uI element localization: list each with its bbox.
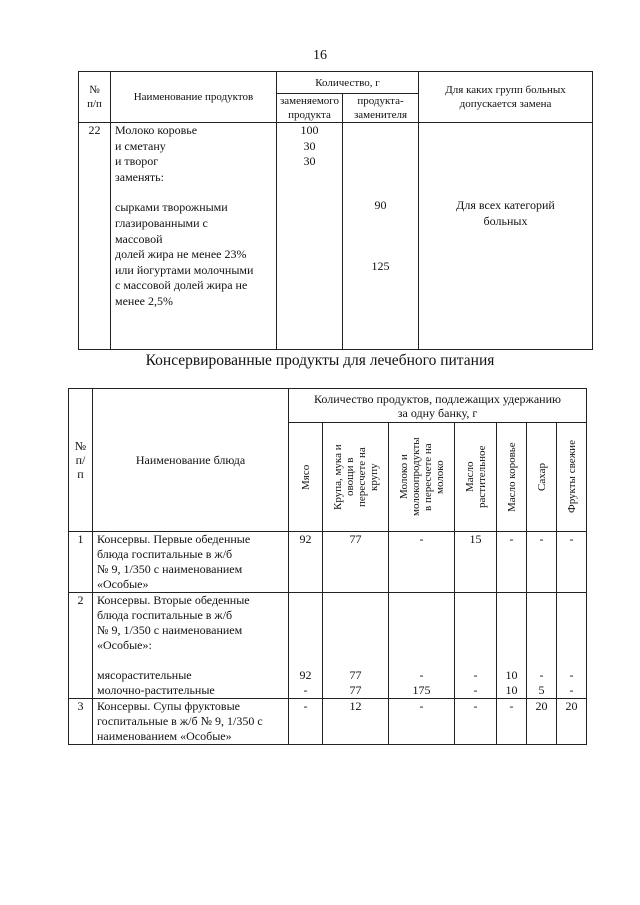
dish-name-cell: [93, 532, 289, 593]
header-replaced-product: заменяемого продукта: [277, 94, 343, 123]
text-line: [343, 153, 418, 168]
text-line: 175: [412, 683, 431, 697]
text-line: [419, 138, 592, 153]
text-line: [343, 123, 418, 138]
text-line: [419, 274, 592, 289]
text-line: [343, 274, 418, 289]
text-line: [557, 608, 586, 623]
text-line: [497, 638, 526, 653]
row-number: 2: [69, 593, 93, 699]
replaced-amount-cell: [277, 123, 343, 350]
text-line: [389, 593, 454, 608]
text-line: мясорастительные: [97, 668, 192, 682]
text-line: 15: [469, 532, 482, 546]
fresh-fruit-value-cell: [557, 699, 587, 745]
row-number: 1: [69, 532, 93, 593]
text-line: -: [569, 683, 574, 697]
substitution-table: [78, 71, 593, 350]
text-line: [419, 259, 592, 274]
text-line: сырками творожными: [115, 200, 228, 215]
text-line: [277, 275, 342, 290]
cereal-flour-vegetables-value-cell: [323, 593, 389, 699]
text-line: Молоко коровье: [115, 123, 198, 137]
text-line: [289, 638, 322, 653]
sugar-value-cell: [527, 699, 557, 745]
text-line: 20: [565, 699, 578, 713]
text-line: 92: [299, 532, 312, 546]
text-line: массовой: [115, 231, 163, 246]
sugar-value-cell: [527, 593, 557, 699]
butter-value-cell: [497, 593, 527, 699]
product-name-cell: [111, 123, 277, 350]
text-line: [419, 244, 592, 259]
text-line: -: [473, 699, 478, 713]
text-line: [343, 244, 418, 259]
text-line: «Особые»:: [97, 638, 152, 652]
text-line: [419, 229, 592, 244]
text-line: -: [539, 668, 544, 682]
text-line: [497, 653, 526, 668]
text-line: [323, 593, 388, 608]
text-line: 125: [371, 258, 390, 273]
text-line: [557, 593, 586, 608]
header-sugar: Сахар: [527, 423, 557, 532]
text-line: [527, 593, 556, 608]
text-line: [277, 290, 342, 305]
text-line: [323, 638, 388, 653]
header-butter: Масло коровье: [497, 423, 527, 532]
canned-products-table: [68, 388, 587, 745]
text-line: [497, 623, 526, 638]
row-number: 22: [79, 123, 111, 350]
text-line: [389, 623, 454, 638]
text-line: долей жира не менее 23%: [115, 247, 247, 262]
text-line: -: [419, 699, 424, 713]
vegetable-oil-value-cell: [455, 699, 497, 745]
text-line: молочно-растительные: [97, 683, 215, 697]
replacement-amount-cell: [343, 123, 419, 350]
text-line: Консервы. Вторые обеденные: [97, 593, 250, 607]
text-line: [277, 215, 342, 230]
text-line: [419, 123, 592, 138]
header-cereal-flour-vegetables: Крупа, мука и овощи в пересчете на крупу: [323, 423, 389, 532]
text-line: -: [303, 683, 308, 697]
sugar-value-cell: [527, 532, 557, 593]
milk-products-value-cell: [389, 593, 455, 699]
header-replacement-product: продукта- заменителя: [343, 94, 419, 123]
text-line: [277, 200, 342, 215]
text-line: -: [303, 699, 308, 713]
text-line: [419, 183, 592, 198]
text-line: и творог: [115, 154, 159, 169]
text-line: [419, 153, 592, 168]
text-line: [419, 289, 592, 304]
text-line: [389, 638, 454, 653]
section-heading: Консервированные продукты для лечебного питания: [145, 352, 495, 369]
text-line: госпитальные в ж/б № 9, 1/350 с: [97, 714, 263, 728]
header-num: № п/ п: [69, 389, 93, 532]
text-line: [323, 608, 388, 623]
text-line: [289, 653, 322, 668]
row-number: 3: [69, 699, 93, 745]
butter-value-cell: [497, 532, 527, 593]
text-line: [289, 593, 322, 608]
text-line: [497, 593, 526, 608]
header-vegetable-oil: Масло растительное: [455, 423, 497, 532]
meat-value-cell: [289, 532, 323, 593]
text-line: -: [569, 532, 574, 546]
text-line: заменять:: [115, 169, 164, 184]
text-line: [289, 623, 322, 638]
text-line: [527, 608, 556, 623]
fresh-fruit-value-cell: [557, 593, 587, 699]
text-line: с массовой долей жира не: [115, 278, 248, 293]
text-line: -: [473, 683, 478, 697]
table-row: [79, 123, 593, 350]
text-line: [557, 638, 586, 653]
text-line: Консервы. Супы фруктовые: [97, 699, 240, 713]
text-line: 10: [505, 668, 518, 682]
text-line: Для всех категорий: [456, 198, 555, 212]
text-line: [277, 245, 342, 260]
table-row: [69, 593, 587, 699]
text-line: [557, 653, 586, 668]
header-meat: Мясо: [289, 423, 323, 532]
header-quantity: Количество, г: [277, 72, 419, 94]
text-line: 77: [349, 532, 362, 546]
text-line: [289, 608, 322, 623]
header-num: № п/п: [79, 72, 111, 123]
text-line: [277, 170, 342, 185]
header-patient-groups: Для каких групп больных допускается замена: [419, 72, 593, 123]
cereal-flour-vegetables-value-cell: [323, 532, 389, 593]
text-line: 10: [505, 683, 518, 697]
text-line: [455, 608, 496, 623]
table-row: [69, 532, 587, 593]
text-line: 20: [535, 699, 548, 713]
dish-name-cell: [93, 699, 289, 745]
text-line: -: [569, 668, 574, 682]
text-line: или йогуртами молочными: [115, 262, 254, 277]
meat-value-cell: [289, 593, 323, 699]
dish-name-cell: [93, 593, 289, 699]
text-line: [527, 653, 556, 668]
text-line: наименованием «Особые»: [97, 729, 232, 743]
patient-groups-cell: [419, 123, 593, 350]
text-line: 77: [349, 668, 362, 682]
header-dish-name: Наименование блюда: [93, 389, 289, 532]
text-line: [323, 623, 388, 638]
butter-value-cell: [497, 699, 527, 745]
text-line: -: [509, 532, 514, 546]
vegetable-oil-value-cell: [455, 593, 497, 699]
text-line: больных: [483, 213, 528, 228]
text-line: и сметану: [115, 138, 166, 153]
milk-products-value-cell: [389, 699, 455, 745]
text-line: [323, 653, 388, 668]
text-line: -: [509, 699, 514, 713]
fresh-fruit-value-cell: [557, 532, 587, 593]
text-line: № 9, 1/350 с наименованием: [97, 623, 243, 637]
text-line: [343, 214, 418, 229]
text-line: [343, 229, 418, 244]
text-line: [343, 168, 418, 183]
text-line: [97, 653, 288, 668]
text-line: глазированными с: [115, 215, 208, 230]
text-line: [527, 638, 556, 653]
text-line: [389, 608, 454, 623]
text-line: [497, 608, 526, 623]
meat-value-cell: [289, 699, 323, 745]
header-milk-products: Молоко и молокопродукты в пересчете на молоко: [389, 423, 455, 532]
text-line: блюда госпитальные в ж/б: [97, 547, 233, 561]
text-line: № 9, 1/350 с наименованием: [97, 562, 243, 576]
text-line: 92: [299, 668, 312, 682]
text-line: 12: [349, 699, 362, 713]
text-line: [343, 289, 418, 304]
text-line: 5: [538, 683, 545, 697]
text-line: 30: [303, 154, 316, 169]
text-line: [455, 593, 496, 608]
text-line: [115, 185, 276, 200]
text-line: блюда госпитальные в ж/б: [97, 608, 233, 622]
text-line: [527, 623, 556, 638]
text-line: -: [419, 668, 424, 682]
text-line: [389, 653, 454, 668]
text-line: -: [419, 532, 424, 546]
cereal-flour-vegetables-value-cell: [323, 699, 389, 745]
text-line: [419, 168, 592, 183]
text-line: [343, 183, 418, 198]
text-line: -: [473, 668, 478, 682]
header-quantity: Количество продуктов, подлежащих удержанию за одну банку, г: [289, 389, 587, 423]
text-line: 100: [300, 123, 319, 137]
text-line: [277, 260, 342, 275]
milk-products-value-cell: [389, 532, 455, 593]
text-line: [557, 623, 586, 638]
text-line: [455, 653, 496, 668]
header-product-name: Наименование продуктов: [111, 72, 277, 123]
text-line: 90: [374, 198, 387, 212]
text-line: [343, 138, 418, 153]
header-fresh-fruit: Фрукты свежие: [557, 423, 587, 532]
page-number: 16: [313, 48, 327, 63]
text-line: Консервы. Первые обеденные: [97, 532, 251, 546]
text-line: 77: [349, 683, 362, 697]
vegetable-oil-value-cell: [455, 532, 497, 593]
text-line: менее 2,5%: [115, 293, 173, 308]
text-line: [277, 230, 342, 245]
text-line: -: [539, 532, 544, 546]
text-line: [455, 623, 496, 638]
text-line: 30: [303, 138, 316, 153]
text-line: [277, 185, 342, 200]
text-line: [455, 638, 496, 653]
table-row: [69, 699, 587, 745]
text-line: «Особые»: [97, 577, 149, 591]
